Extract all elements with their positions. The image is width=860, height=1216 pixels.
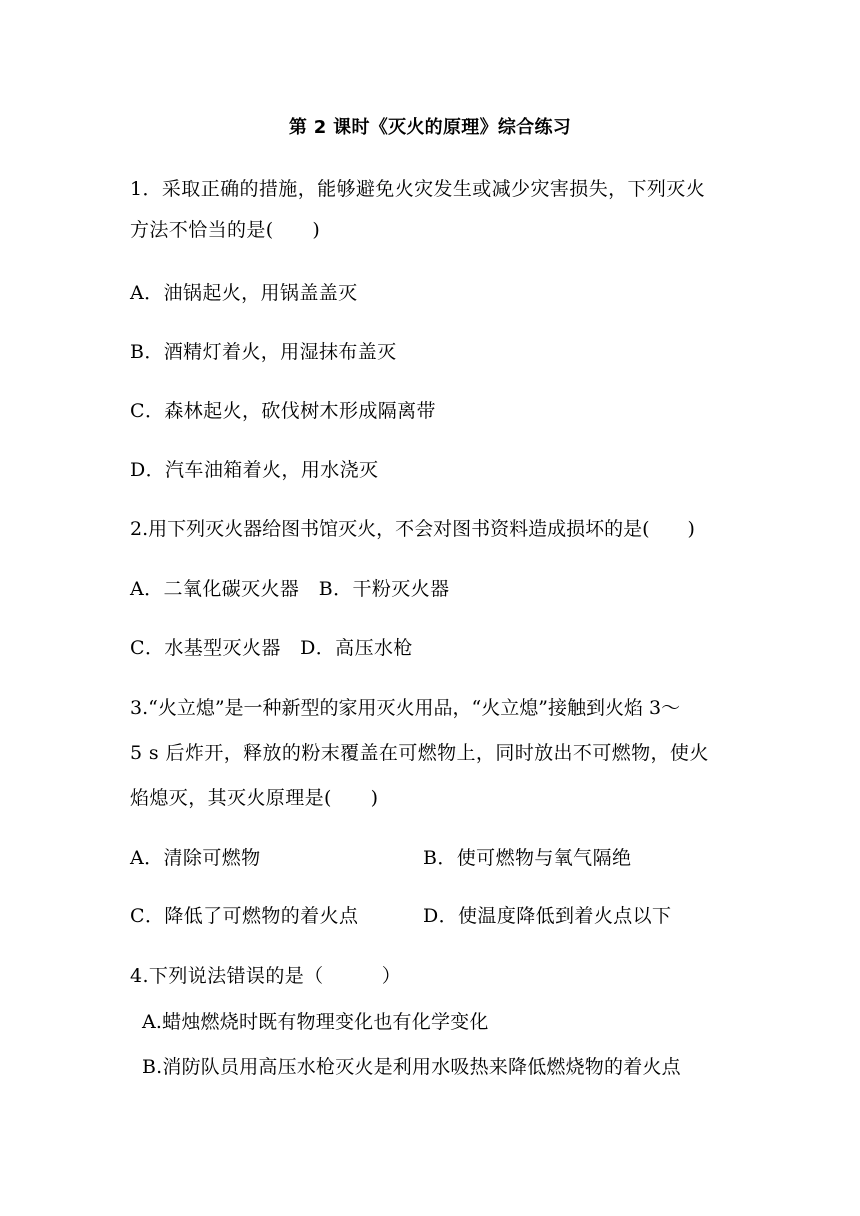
page-title: 第 2 课时《灭火的原理》综合练习 bbox=[288, 117, 572, 138]
question-3-stem-line-1: 3.“火立熄”是一种新型的家用灭火用品，“火立熄”接触到火焰 3～ bbox=[130, 697, 681, 719]
question-4-option-a: A.蜡烛燃烧时既有物理变化也有化学变化 bbox=[142, 1011, 489, 1033]
question-1-option-a: A．油锅起火，用锅盖盖灭 bbox=[130, 282, 358, 304]
question-4-stem: 4.下列说法错误的是（ ） bbox=[130, 965, 402, 987]
question-2-options-row-2: C．水基型灭火器 D．高压水枪 bbox=[130, 637, 413, 659]
question-2-stem: 2.用下列灭火器给图书馆灭火，不会对图书资料造成损坏的是( ) bbox=[130, 518, 695, 540]
question-3-option-b: B．使可燃物与氧气隔绝 bbox=[423, 847, 632, 869]
question-3-option-c: C．降低了可燃物的着火点 bbox=[130, 905, 359, 927]
question-1-stem-line-2: 方法不恰当的是( ) bbox=[130, 219, 321, 241]
question-1-option-c: C．森林起火，砍伐树木形成隔离带 bbox=[130, 400, 436, 422]
question-2-options-row-1: A．二氧化碳灭火器 B．干粉灭火器 bbox=[130, 578, 450, 600]
question-3-option-a: A．清除可燃物 bbox=[130, 847, 261, 869]
question-1-stem-line-1: 1．采取正确的措施，能够避免火灾发生或减少灾害损失，下列灭火 bbox=[130, 178, 706, 200]
question-3-option-d: D．使温度降低到着火点以下 bbox=[423, 905, 672, 927]
question-1-option-d: D．汽车油箱着火，用水浇灭 bbox=[130, 459, 379, 481]
question-1-option-b: B．酒精灯着火，用湿抹布盖灭 bbox=[130, 341, 397, 363]
question-3-stem-line-3: 焰熄灭，其灭火原理是( ) bbox=[130, 787, 379, 809]
question-3-stem-line-2: 5 s 后炸开，释放的粉末覆盖在可燃物上，同时放出不可燃物，使火 bbox=[130, 742, 709, 764]
question-4-option-b: B.消防队员用高压水枪灭火是利用水吸热来降低燃烧物的着火点 bbox=[142, 1056, 681, 1078]
